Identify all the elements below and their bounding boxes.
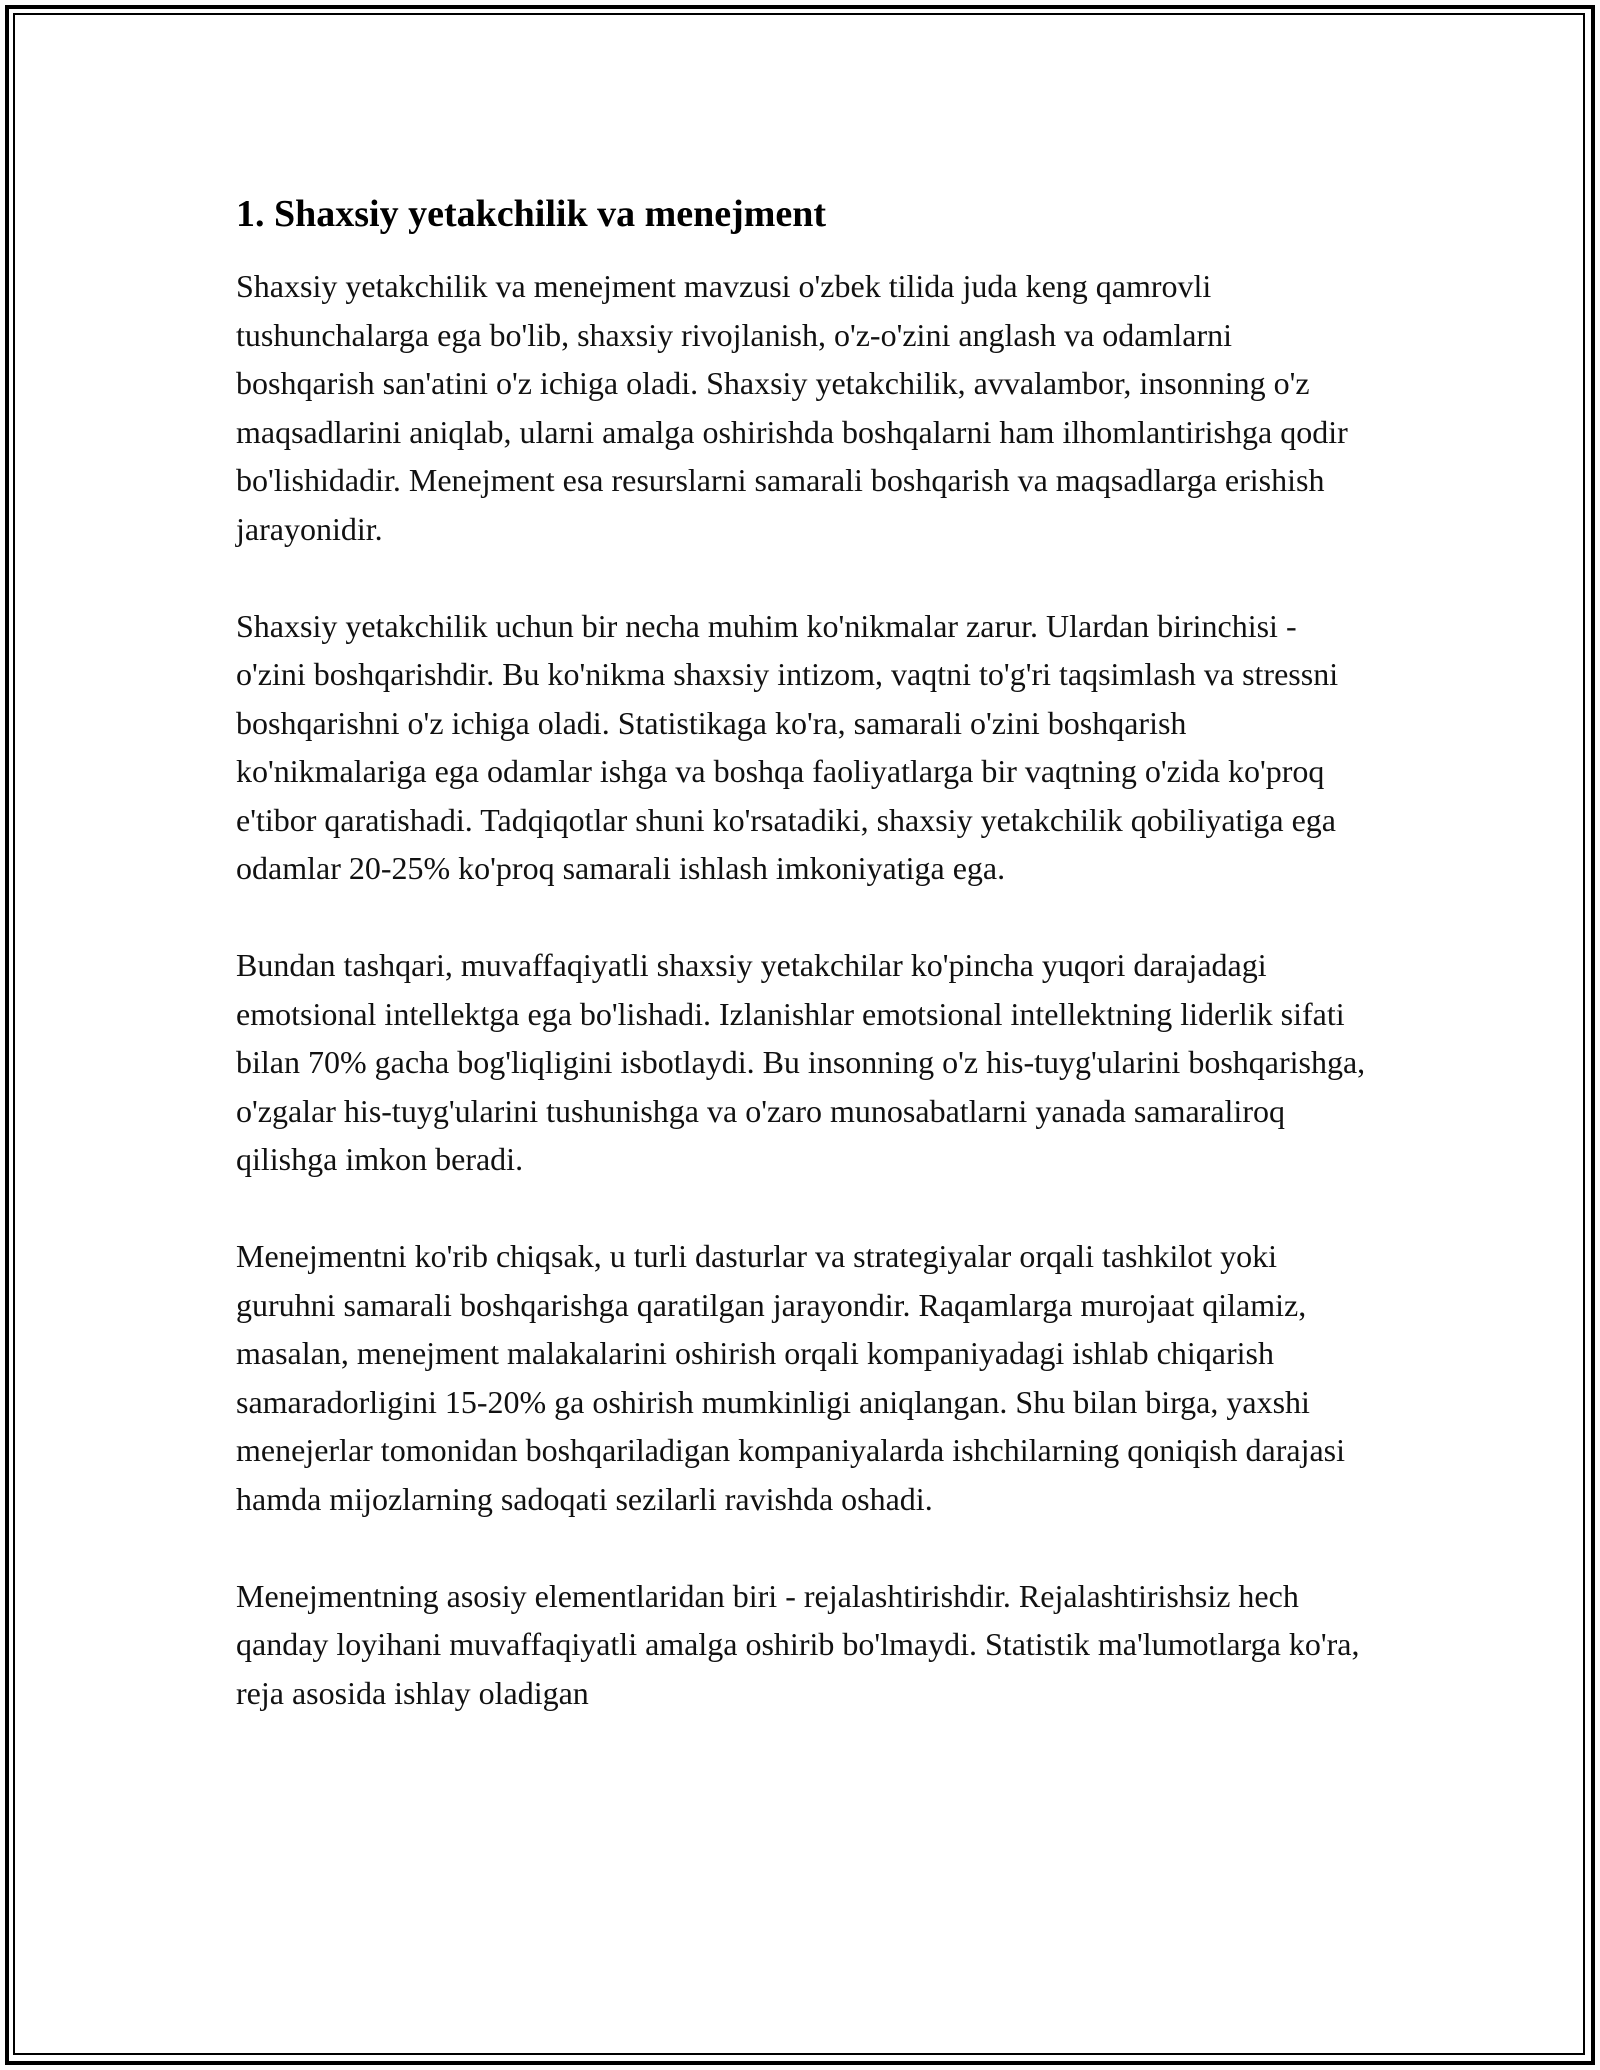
document-body bbox=[236, 190, 1366, 1717]
paragraph-5: Menejmentning asosiy elementlaridan biri - rejalashtirishdir. Rejalashtirishsiz hech qanday loyihani muvaffaqiyatli amalga oshirib bo'lmaydi. Statistik ma'lumotlarga ko'ra, reja asosida ishlay oladigan bbox=[236, 1577, 1360, 1711]
section-heading: 1. Shaxsiy yetakchilik va menejment bbox=[236, 193, 827, 235]
paragraph-1: Shaxsiy yetakchilik va menejment mavzusi o'zbek tilida juda keng qamrovli tushunchalarga ega bo'lib, shaxsiy rivojlanish, o'z-o'zini anglash va odamlarni boshqarish san'atini o'z ichiga oladi. Shaxsiy yetakchilik, avvalambor, insonning o'z maqsadlarini aniqlab, ularni amalga oshirishda boshqalarni ham ilhomlantirishga qodir bo'lishidadir. Menejment esa resurslarni samarali boshqarish va maqsadlarga erishish jarayonidir. bbox=[236, 268, 1348, 547]
paragraph-4: Menejmentni ko'rib chiqsak, u turli dasturlar va strategiyalar orqali tashkilot yoki guruhni samarali boshqarishga qaratilgan jarayondir. Raqamlarga murojaat qilamiz, masalan, menejment malakalarini oshirish orqali kompaniyadagi ishlab chiqarish samaradorligini 15-20% ga oshirish mumkinligi aniqlangan. Shu bilan birga, yaxshi menejerlar tomonidan boshqariladigan kompaniyalarda ishchilarning qoniqish darajasi hamda mijozlarning sadoqati sezilarli ravishda oshadi. bbox=[236, 1238, 1346, 1517]
paragraph-3: Bundan tashqari, muvaffaqiyatli shaxsiy yetakchilar ko'pincha yuqori darajadagi emotsional intellektga ega bo'lishadi. Izlanishlar emotsional intellektning liderlik sifati bilan 70% gacha bog'liqligini isbotlaydi. Bu insonning o'z his-tuyg'ularini boshqarishga, o'zgalar his-tuyg'ularini tushunishga va o'zaro munosabatlarni yanada samaraliroq qilishga imkon beradi. bbox=[236, 947, 1366, 1177]
paragraph-2: Shaxsiy yetakchilik uchun bir necha muhim ko'nikmalar zarur. Ulardan birinchisi - o'zini boshqarishdir. Bu ko'nikma shaxsiy intizom, vaqtni to'g'ri taqsimlash va stressni boshqarishni o'z ichiga oladi. Statistikaga ko'ra, samarali o'zini boshqarish ko'nikmalariga ega odamlar ishga va boshqa faoliyatlarga bir vaqtning o'zida ko'proq e'tibor qaratishadi. Tadqiqotlar shuni ko'rsatadiki, shaxsiy yetakchilik qobiliyatiga ega odamlar 20-25% ko'proq samarali ishlash imkoniyatiga ega. bbox=[236, 607, 1339, 886]
